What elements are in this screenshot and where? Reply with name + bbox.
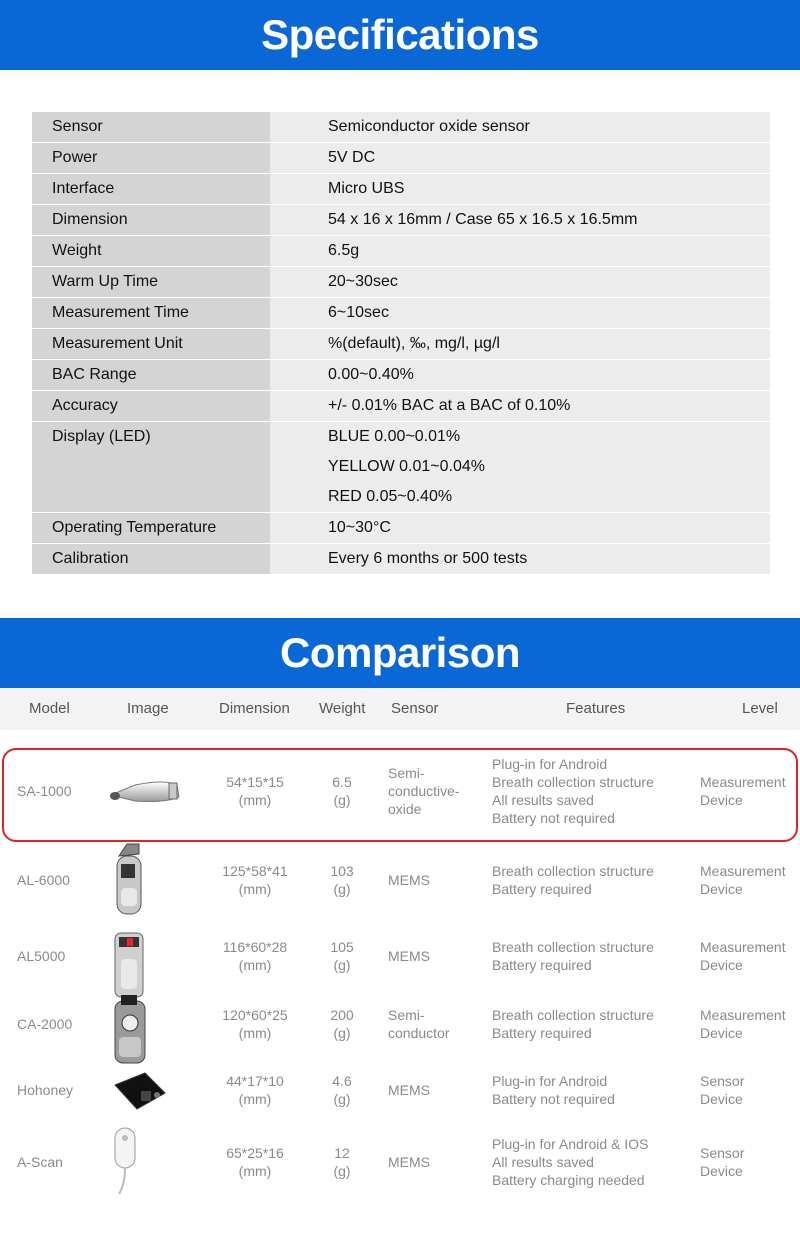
weight-value: 103 (g) <box>330 863 354 897</box>
header-dimension: Dimension <box>219 700 290 717</box>
features-value: Plug-in for Android Battery not required <box>492 1073 615 1107</box>
spec-label: Warm Up Time <box>32 267 270 297</box>
product-image-icon <box>105 842 155 922</box>
sensor-value: Semi- conductive- oxide <box>388 765 460 817</box>
features-value: Breath collection structure Battery required <box>492 939 654 973</box>
header-features: Features <box>566 700 626 717</box>
spec-row <box>32 544 770 575</box>
spec-value: 6~10sec <box>270 298 770 328</box>
features-value: Breath collection structure Battery required <box>492 863 654 897</box>
spec-row <box>32 112 770 143</box>
spec-value: +/- 0.01% BAC at a BAC of 0.10% <box>270 391 770 421</box>
sensor-value: MEMS <box>388 1154 430 1170</box>
spec-label: Interface <box>32 174 270 204</box>
spec-value: BLUE 0.00~0.01% YELLOW 0.01~0.04% RED 0.05~0.40% <box>270 422 770 512</box>
product-image-icon <box>105 1065 175 1119</box>
features-value: Plug-in for Android Breath collection structure All results saved Battery not required <box>492 756 654 826</box>
header-image: Image <box>127 700 169 717</box>
model-name: AL-6000 <box>17 872 70 888</box>
level-value: Measurement Device <box>700 939 786 973</box>
level-value: Measurement Device <box>700 1007 786 1041</box>
spec-label: Sensor <box>32 112 270 142</box>
features-value: Breath collection structure Battery required <box>492 1007 654 1041</box>
spec-row <box>32 391 770 422</box>
model-name: CA-2000 <box>17 1016 73 1032</box>
dimension-value: 65*25*16 (mm) <box>226 1145 284 1179</box>
model-name: A-Scan <box>17 1154 63 1170</box>
spec-value: 5V DC <box>270 143 770 173</box>
spec-row <box>32 513 770 544</box>
spec-row <box>32 205 770 236</box>
comparison-row <box>0 1060 800 1120</box>
spec-value: %(default), ‰, mg/l, µg/l <box>270 329 770 359</box>
spec-label: Measurement Unit <box>32 329 270 359</box>
comparison-row <box>0 993 800 1055</box>
comparison-row <box>0 1124 800 1200</box>
weight-value: 4.6 (g) <box>332 1073 352 1107</box>
spec-value: Semiconductor oxide sensor <box>270 112 770 142</box>
spec-row <box>32 329 770 360</box>
dimension-value: 120*60*25 (mm) <box>222 1007 288 1041</box>
sensor-value: Semi- conductor <box>388 1007 450 1041</box>
specifications-table <box>32 112 770 575</box>
comparison-title: Comparison <box>279 629 521 676</box>
model-name: AL5000 <box>17 948 66 964</box>
spec-row <box>32 236 770 267</box>
spec-row <box>32 174 770 205</box>
spec-row <box>32 422 770 513</box>
spec-label: Calibration <box>32 544 270 574</box>
level-value: Sensor Device <box>700 1145 745 1179</box>
comparison-row <box>0 745 800 837</box>
header-level: Level <box>742 700 778 717</box>
weight-value: 12 (g) <box>333 1145 351 1179</box>
spec-label: Dimension <box>32 205 270 235</box>
weight-value: 6.5 (g) <box>332 774 352 808</box>
specifications-title: Specifications <box>261 11 539 58</box>
sensor-value: MEMS <box>388 1082 430 1098</box>
spec-label: Operating Temperature <box>32 513 270 543</box>
header-model: Model <box>29 700 70 717</box>
sensor-value: MEMS <box>388 872 430 888</box>
level-value: Sensor Device <box>700 1073 745 1107</box>
sensor-value: MEMS <box>388 948 430 964</box>
weight-value: 105 (g) <box>330 939 354 973</box>
specifications-banner <box>0 0 800 70</box>
model-name: Hohoney <box>17 1082 74 1098</box>
product-image-icon <box>105 761 185 825</box>
comparison-header-row <box>0 688 800 730</box>
spec-label: Display (LED) <box>32 422 270 512</box>
comparison-banner <box>0 618 800 688</box>
spec-value: 20~30sec <box>270 267 770 297</box>
spec-value: 6.5g <box>270 236 770 266</box>
spec-label: Weight <box>32 236 270 266</box>
dimension-value: 54*15*15 (mm) <box>226 774 284 808</box>
dimension-value: 125*58*41 (mm) <box>222 863 288 897</box>
spec-value: 54 x 16 x 16mm / Case 65 x 16.5 x 16.5mm <box>270 205 770 235</box>
product-image-icon <box>105 1124 145 1204</box>
header-sensor: Sensor <box>391 700 439 717</box>
level-value: Measurement Device <box>700 774 786 808</box>
spec-value: 0.00~0.40% <box>270 360 770 390</box>
spec-row <box>32 298 770 329</box>
spec-row <box>32 360 770 391</box>
spec-value: 10~30°C <box>270 513 770 543</box>
spec-label: Measurement Time <box>32 298 270 328</box>
spec-row <box>32 143 770 174</box>
spec-row <box>32 267 770 298</box>
comparison-row <box>0 925 800 987</box>
dimension-value: 116*60*28 (mm) <box>222 939 288 973</box>
dimension-value: 44*17*10 (mm) <box>226 1073 284 1107</box>
level-value: Measurement Device <box>700 863 786 897</box>
features-value: Plug-in for Android & IOS All results saved Battery charging needed <box>492 1136 649 1188</box>
spec-label: Power <box>32 143 270 173</box>
spec-label: BAC Range <box>32 360 270 390</box>
spec-value: Every 6 months or 500 tests <box>270 544 770 574</box>
spec-label: Accuracy <box>32 391 270 421</box>
weight-value: 200 (g) <box>330 1007 354 1041</box>
model-name: SA-1000 <box>17 783 72 799</box>
header-weight: Weight <box>319 700 366 717</box>
comparison-row <box>0 840 800 920</box>
spec-value: Micro UBS <box>270 174 770 204</box>
